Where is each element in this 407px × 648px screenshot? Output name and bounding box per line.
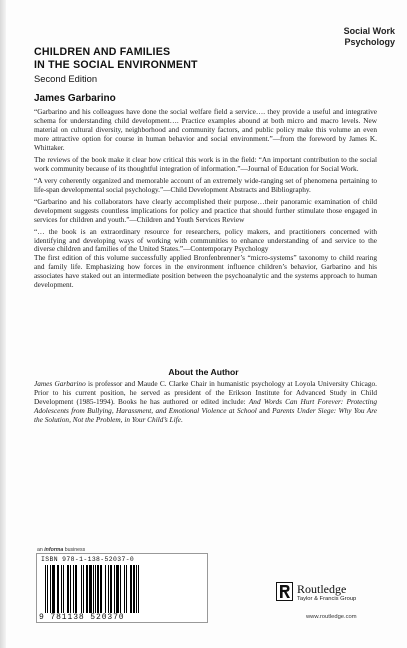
review-paragraph: “Garbarino and his collaborators have clearly accomplished their purpose…their panoramic examination of child development suggests countless implications for policy and practice that should further stimulate those engaged in services for children and youth.”—Children and Youth Services Review — [34, 196, 377, 224]
barcode-box — [36, 553, 208, 623]
book-title-italic: Parents Under Siege: Why You Are the Solution, Not the Problem, in Your Child’s Life — [34, 405, 378, 424]
review-paragraph: “… the book is an extraordinary resource for researchers, policy makers, and practitioners concerned with identifying and developing ways of working with communities to enhance understanding of and service to the diverse children and families of the United States.”—Contemporary Psychology — [34, 226, 377, 254]
reviews-block — [34, 108, 377, 293]
informa-prefix: an — [37, 547, 43, 553]
description-paragraph: The first edition of this volume successfully applied Bronfenbrenner’s “micro-systems” taxonomy to child rearing and family life. Emphasizing how forces in the environment influence children’s behavior, Garbarino and his associates have staked out an intermediate position between the psychoanalytic and the systems approach to human development. — [34, 253, 377, 290]
title-line: CHILDREN AND FAMILIES — [34, 46, 171, 58]
barcode-digits: 9 781138 520370 — [39, 613, 125, 622]
category-line: Psychology — [344, 37, 395, 47]
informa-suffix: business — [64, 547, 86, 553]
isbn-number: ISBN 978-1-138-52037-0 — [41, 556, 135, 563]
barcode — [45, 565, 203, 613]
author-name: James Garbarino — [34, 93, 116, 104]
barcode-stripe — [139, 565, 140, 613]
review-paragraph: The reviews of the book make it clear how critical this work is in the field: “An important contribution to the social work community because of its thoughtful integration of information.”—Journal of Education for Social Work. — [34, 154, 377, 173]
about-text-part: . — [180, 414, 183, 424]
about-author-heading: About the Author — [168, 367, 239, 377]
about-author-name: James Garbarino — [34, 379, 86, 388]
title-line: IN THE SOCIAL ENVIRONMENT — [34, 58, 198, 71]
publisher-group: Taylor & Francis Group — [297, 596, 357, 602]
about-author-text — [34, 380, 377, 425]
about-text-part: and — [256, 405, 273, 415]
subject-category — [344, 26, 395, 48]
publisher-name: Routledge — [297, 582, 347, 596]
routledge-logo-icon — [276, 582, 293, 601]
review-paragraph: “A very coherently organized and memorable account of an extremely wide-ranging set of phenomena pertaining to life-span developmental social psychology.”—Child Development Abstracts and Bibliography. — [34, 175, 377, 194]
category-line: Social Work — [343, 26, 395, 36]
edition-label: Second Edition — [34, 73, 98, 84]
about-text-part: is professor and Maude C. Clarke Chair in humanistic psychology at Loyola University Chicago. Prior to his current position, he served as president of the Erikson Institute for Advanced Study in Child Development (1985-1994). Books he has authored or edited include: — [34, 379, 377, 406]
informa-brand: informa — [44, 547, 64, 553]
review-paragraph: “Garbarino and his colleagues have done the social welfare field a service…. they provide a useful and integrative schema for understanding child development…. Practice examples abound at both micro and macro levels. New material on cultural diversity, neighborhood and community factors, and public policy make this volume an even more attractive option for course in human behavior and social environment.”—from the foreword by James K. Whittaker. — [34, 107, 377, 152]
publisher-website: www.routledge.com — [306, 614, 357, 620]
book-title-italic: And Words Can Hurt Forever: Protecting Adolescents from Bullying, Harassment, and Emotional Violence at School — [34, 396, 377, 415]
book-title — [34, 46, 364, 71]
spine-edge — [0, 0, 6, 648]
